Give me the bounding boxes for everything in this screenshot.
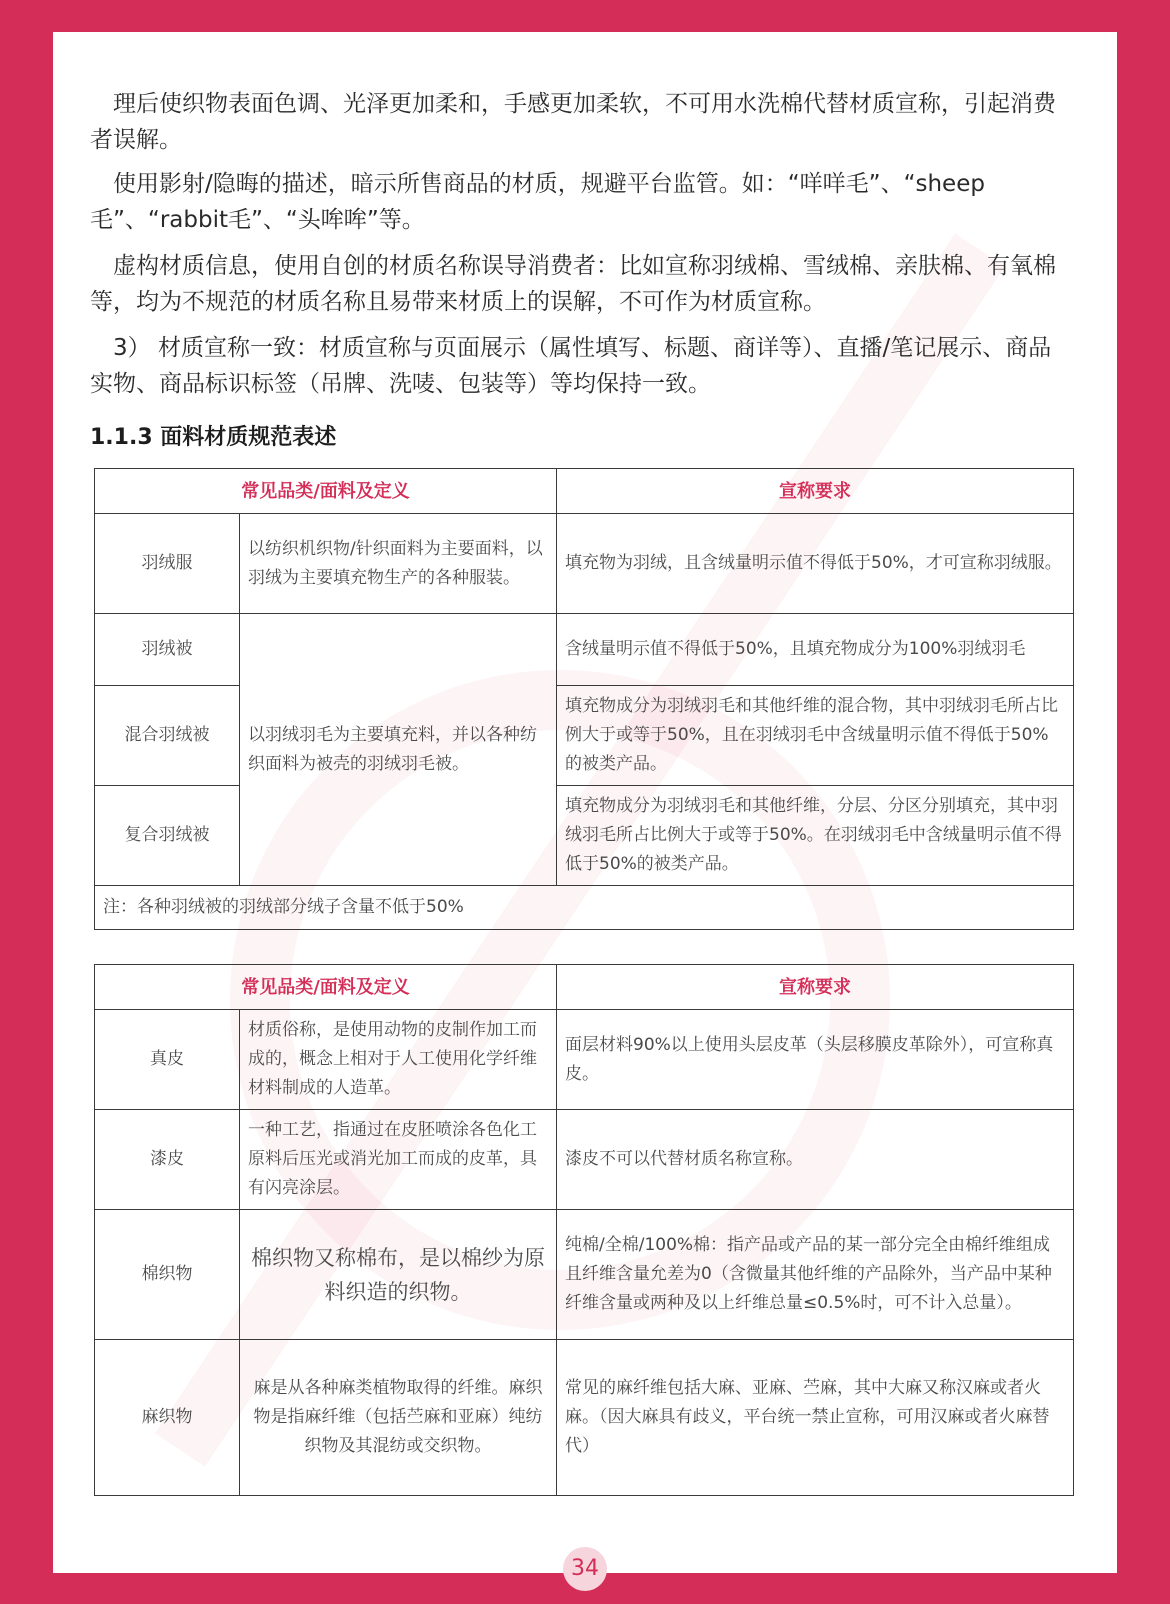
table-row (95, 1010, 1074, 1110)
paragraph-washed-cotton: 理后使织物表面色调、光泽更加柔和，手感更加柔软，不可用水洗棉代替材质宣称，引起消费者误解。 (90, 91, 1056, 153)
page-number: 34 (563, 1547, 607, 1591)
category-cell: 漆皮 (95, 1110, 240, 1210)
requirement-cell: 纯棉/全棉/100%棉：指产品或产品的某一部分完全由棉纤维组成且纤维含量允差为0（含微量其他纤维的产品除外，当产品中某种纤维含量或两种及以上纤维总量≤0.5%时，可不计入总量）。 (557, 1210, 1074, 1340)
definition-cell: 一种工艺，指通过在皮胚喷涂各色化工原料后压光或消光加工而成的皮革，具有闪亮涂层。 (240, 1110, 557, 1210)
shared-definition-cell: 以羽绒羽毛为主要填充料，并以各种纺织面料为被壳的羽绒羽毛被。 (240, 614, 557, 886)
paragraph-fictional-material: 虚构材质信息，使用自创的材质名称误导消费者：比如宣称羽绒棉、雪绒棉、亲肤棉、有氧棉等，均为不规范的材质名称且易带来材质上的误解，不可作为材质宣称。 (90, 253, 1056, 315)
requirement-cell: 填充物成分为羽绒羽毛和其他纤维，分层、分区分别填充，其中羽绒羽毛所占比例大于或等于50%。在羽绒羽毛中含绒量明示值不得低于50%的被类产品。 (557, 786, 1074, 886)
table-note: 注：各种羽绒被的羽绒部分绒子含量不低于50% (95, 886, 1074, 930)
header-category-definition: 常见品类/面料及定义 (95, 965, 557, 1010)
leather-fabric-table (94, 964, 1074, 1496)
category-cell: 羽绒服 (95, 514, 240, 614)
header-claim-requirement: 宣称要求 (557, 965, 1074, 1010)
table-row (95, 614, 1074, 686)
header-claim-requirement: 宣称要求 (557, 469, 1074, 514)
definition-cell: 以纺织机织物/针织面料为主要面料，以羽绒为主要填充物生产的各种服装。 (240, 514, 557, 614)
category-cell: 麻织物 (95, 1340, 240, 1496)
requirement-cell: 填充物为羽绒，且含绒量明示值不得低于50%，才可宣称羽绒服。 (557, 514, 1074, 614)
table-header-row (95, 965, 1074, 1010)
requirement-cell: 常见的麻纤维包括大麻、亚麻、苎麻，其中大麻又称汉麻或者火麻。（因大麻具有歧义，平台统一禁止宣称，可用汉麻或者火麻替代） (557, 1340, 1074, 1496)
category-cell: 混合羽绒被 (95, 686, 240, 786)
definition-cell: 麻是从各种麻类植物取得的纤维。麻织物是指麻纤维（包括苎麻和亚麻）纯纺织物及其混纺或交织物。 (240, 1340, 557, 1496)
table-header-row (95, 469, 1074, 514)
table-row (95, 1340, 1074, 1496)
category-cell: 棉织物 (95, 1210, 240, 1340)
table-note-row (95, 886, 1074, 930)
definition-cell: 棉织物又称棉布，是以棉纱为原料织造的织物。 (240, 1210, 557, 1340)
section-title: 1.1.3 面料材质规范表述 (90, 425, 337, 450)
header-category-definition: 常见品类/面料及定义 (95, 469, 557, 514)
requirement-cell: 面层材料90%以上使用头层皮革（头层移膜皮革除外），可宣称真皮。 (557, 1010, 1074, 1110)
category-cell: 真皮 (95, 1010, 240, 1110)
definition-cell: 材质俗称，是使用动物的皮制作加工而成的，概念上相对于人工使用化学纤维材料制成的人造革。 (240, 1010, 557, 1110)
down-products-table (94, 468, 1074, 930)
category-cell: 羽绒被 (95, 614, 240, 686)
category-cell: 复合羽绒被 (95, 786, 240, 886)
requirement-cell: 含绒量明示值不得低于50%，且填充物成分为100%羽绒羽毛 (557, 614, 1074, 686)
requirement-cell: 漆皮不可以代替材质名称宣称。 (557, 1110, 1074, 1210)
table-row (95, 514, 1074, 614)
table-row (95, 1110, 1074, 1210)
table-row (95, 1210, 1074, 1340)
paragraph-implicit-description: 使用影射/隐晦的描述，暗示所售商品的材质，规避平台监管。如：“咩咩毛”、“sheep毛”、“rabbit毛”、“头哞哞”等。 (90, 171, 985, 233)
paragraph-consistency: 3） 材质宣称一致：材质宣称与页面展示（属性填写、标题、商详等）、直播/笔记展示、商品实物、商品标识标签（吊牌、洗唛、包装等）等均保持一致。 (90, 335, 1052, 397)
requirement-cell: 填充物成分为羽绒羽毛和其他纤维的混合物，其中羽绒羽毛所占比例大于或等于50%，且在羽绒羽毛中含绒量明示值不得低于50%的被类产品。 (557, 686, 1074, 786)
